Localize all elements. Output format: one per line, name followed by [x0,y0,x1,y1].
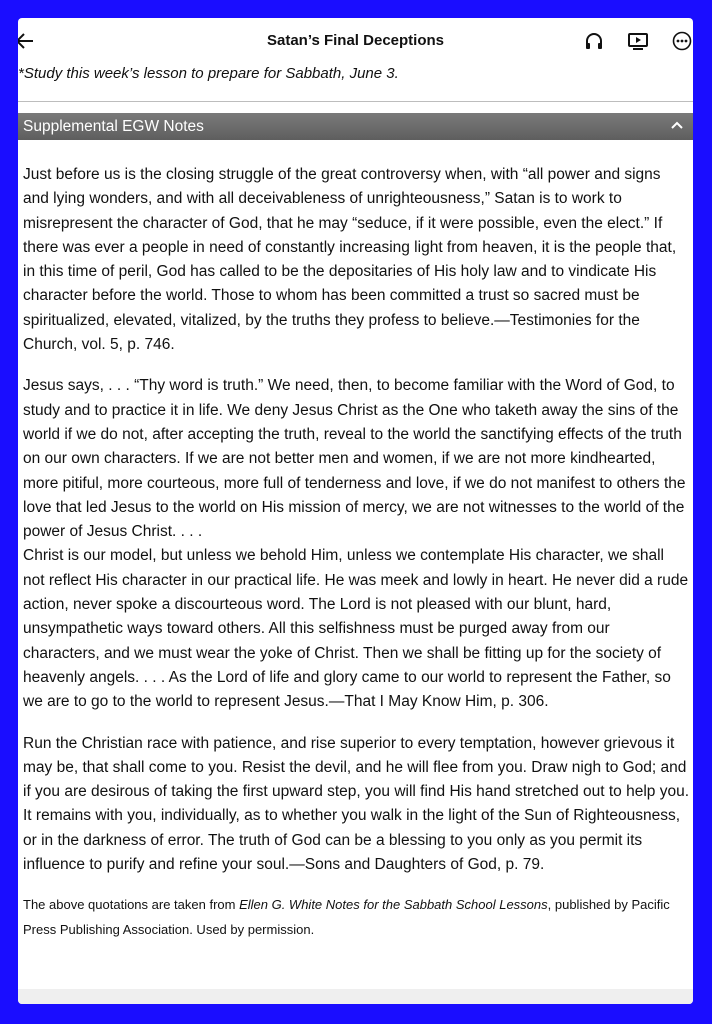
toolbar-icons [561,30,693,52]
paragraph: Just before us is the closing struggle of the great controversy when, with “all power and signs and lying wonders, and with all deceivableness of unrighteousness,” Satan is to work to misrepresent the character of God, that he may “seduce, if it were possible, even the elect.” If there was ever a people in need of constantly increasing light from heaven, it is the people that, in this time of peril, God has called to be the depositaries of His holy law and to vindicate His character before the world. Those to whom has been committed a trust so sacred must be spiritualized, elevated, vitalized, by the truths they profess to believe.—Testimonies for the Church, vol. 5, p. 746. [23,166,677,354]
paragraph: Run the Christian race with patience, and rise superior to every temptation, however grievous it may be, that shall come to you. Resist the devil, and he will flee from you. Draw nigh to God; and if you are desirous of taking the first upward step, you will find His hand stretched out to help you. It remains with you, individually, as to whether you walk in the light of the Sun of Righteousness, or in the darkness of error. The truth of God can be a blessing to you only as you permit its influence to purify and refine your soul.—Sons and Daughters of God, p. 79. [23,734,690,874]
paragraph: Christ is our model, but unless we behold Him, unless we contemplate His character, we shall not reflect His character in our practical life. He was meek and lowly in heart. He never did a rude action, never spoke a discourteous word. The Lord is not pleased with our blunt, hard, unsympathetic ways toward others. All this selfishness must be purged away from our characters, and we must wear the yoke of Christ. Then we shall be fitting up for the society of heavenly angels. . . . As the Lord of life and glory came to our world to represent the Father, so we are to go to the world to represent Jesus.—That I May Know Him, p. 306. [23,547,689,711]
study-note: *Study this week’s lesson to prepare for Sabbath, June 3. [18,64,693,102]
chevron-up-icon[interactable] [669,118,685,134]
app-window [18,18,693,1004]
video-icon[interactable] [627,30,649,52]
paragraph: Jesus says, . . . “Thy word is truth.” We need, then, to become familiar with the Word of God, to study and to practice it in life. We deny Jesus Christ as the One who taketh away the sins of the world if we do not, after accepting the truth, reveal to the world the sanctifying effects of the truth on our own characters. If we are not better men and women, if we are not more kindhearted, more pitiful, more courteous, more full of tenderness and love, if we do not manifest to others the love that led Jesus to the world on His mission of mercy, we are not witnesses to the world of the power of Jesus Christ. . . . [23,377,686,541]
credit-note [23,892,689,942]
bottom-strip [18,989,693,1004]
page-title: Satan’s Final Deceptions [267,32,444,49]
more-icon[interactable] [671,30,693,52]
credit-text: The above quotations are taken from [23,897,240,913]
credit-text-end: , published by Pacific Press Publishing Association. Used by permission. [23,897,670,938]
credit-book-title: Ellen G. White Notes for the Sabbath School Lessons [239,897,548,913]
top-bar [18,18,693,64]
section-title: Supplemental EGW Notes [23,118,204,135]
notes-content [23,163,689,942]
section-header[interactable] [18,113,693,140]
headphones-icon[interactable] [583,30,605,52]
